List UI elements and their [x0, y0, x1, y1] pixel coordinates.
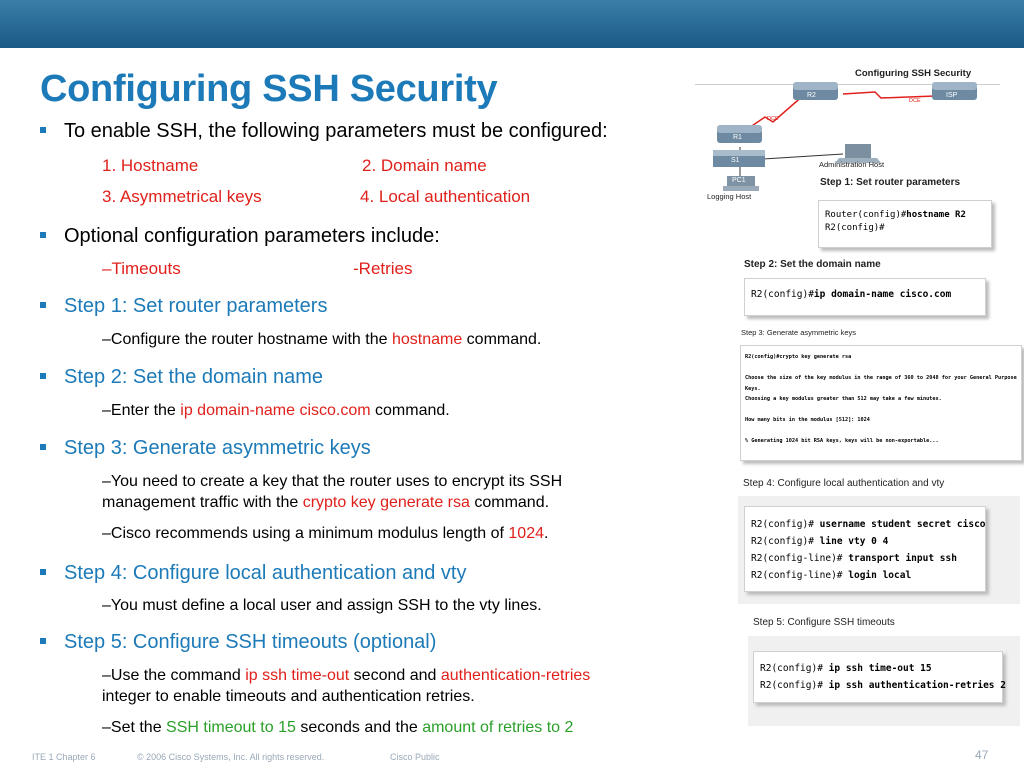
sub-point: –Cisco recommends using a minimum modulus length of 1024.	[102, 525, 549, 542]
step2-terminal	[744, 278, 986, 316]
terminal-line: R2(config-line)# login local	[751, 570, 912, 581]
terminal-line: R2(config-line)# transport input ssh	[751, 553, 957, 564]
s1-label: S1	[731, 157, 740, 164]
sub-point: –You need to create a key that the router uses to encrypt its SSH	[102, 473, 563, 490]
bullet-square-icon	[40, 638, 46, 644]
terminal-line: Router(config)#hostname R2	[825, 210, 966, 220]
terminal-line	[745, 363, 1017, 374]
terminal-line: How many bits in the modulus [512]: 1024	[745, 417, 870, 423]
dce-label: DCE	[767, 116, 779, 122]
param-domain-name: 2. Domain name	[362, 156, 487, 175]
admin-host-label: Administration Host	[819, 160, 885, 169]
step2-caption: Step 2: Set the domain name	[744, 259, 881, 270]
step5-caption: Step 5: Configure SSH timeouts	[753, 617, 895, 628]
sub-point: –Configure the router hostname with the hostname command.	[102, 331, 542, 348]
step4-terminal	[744, 506, 986, 592]
terminal-line	[745, 426, 1017, 437]
isp-label: ISP	[946, 92, 958, 99]
step4-caption: Step 4: Configure local authentication and vty	[743, 478, 945, 489]
bullet-square-icon	[40, 373, 46, 379]
terminal-line: R2(config)#	[825, 223, 885, 233]
bullet-square-icon	[40, 232, 46, 238]
terminal-line: Choose the size of the key modulus in the range of 360 to 2048 for your General Purpose	[745, 375, 1017, 381]
sub-point: –Use the command ip ssh time-out second and authentication-retries	[102, 667, 591, 684]
pc1-label: PC1	[732, 177, 746, 184]
bullet-square-icon	[40, 444, 46, 450]
bullet-square-icon	[40, 569, 46, 575]
sub-point: integer to enable timeouts and authentication retries.	[102, 688, 475, 705]
sub-point: –You must define a local user and assign SSH to the vty lines.	[102, 597, 542, 614]
terminal-line	[745, 405, 1017, 416]
optional-timeouts: –Timeouts	[102, 259, 181, 278]
optional-retries: -Retries	[353, 259, 413, 278]
sub-point: –Enter the ip domain-name cisco.com command.	[102, 402, 450, 419]
terminal-line: Keys.	[745, 385, 761, 392]
bullet-square-icon	[40, 127, 46, 133]
sub-point: management traffic with the crypto key generate rsa command.	[102, 494, 550, 511]
step3-terminal	[740, 345, 1022, 461]
param-asym-keys: 3. Asymmetrical keys	[102, 187, 262, 206]
dce-label: DCE	[909, 98, 921, 104]
step1-caption: Step 1: Set router parameters	[820, 177, 961, 188]
bullet-square-icon	[40, 302, 46, 308]
header-bar	[0, 0, 1024, 48]
terminal-line: Choosing a key modulus greater than 512 may take a few minutes.	[745, 396, 942, 402]
terminal-line: R2(config)#crypto key generate rsa	[745, 354, 852, 360]
terminal-line: R2(config)# username student secret cisco	[751, 519, 986, 530]
footer-copyright: © 2006 Cisco Systems, Inc. All rights reserved.	[137, 752, 325, 762]
terminal-line: R2(config)# ip ssh authentication-retries 2	[760, 680, 1006, 691]
step5-terminal	[753, 651, 1006, 703]
param-local-auth: 4. Local authentication	[360, 187, 531, 206]
topology-title: Configuring SSH Security	[855, 68, 972, 79]
sub-point: –Set the SSH timeout to 15 seconds and the amount of retries to 2	[102, 719, 574, 736]
logging-host-label: Logging Host	[707, 192, 752, 201]
r1-label: R1	[733, 134, 742, 141]
page-number: 47	[975, 748, 989, 762]
terminal-line: R2(config)# ip ssh time-out 15	[760, 663, 932, 674]
r2-label: R2	[807, 92, 816, 99]
step3-caption: Step 3: Generate asymmetric keys	[741, 328, 857, 337]
terminal-line: % Generating 1024 bit RSA keys, keys will be non-exportable...	[745, 438, 939, 444]
slide-title: Configuring SSH Security	[40, 68, 498, 110]
footer-chapter: ITE 1 Chapter 6	[32, 752, 96, 762]
param-hostname: 1. Hostname	[102, 156, 199, 175]
terminal-line: R2(config)#ip domain-name cisco.com	[751, 289, 952, 300]
step1-terminal	[818, 200, 992, 248]
footer-classification: Cisco Public	[390, 752, 440, 762]
terminal-line: R2(config)# line vty 0 4	[751, 536, 889, 547]
